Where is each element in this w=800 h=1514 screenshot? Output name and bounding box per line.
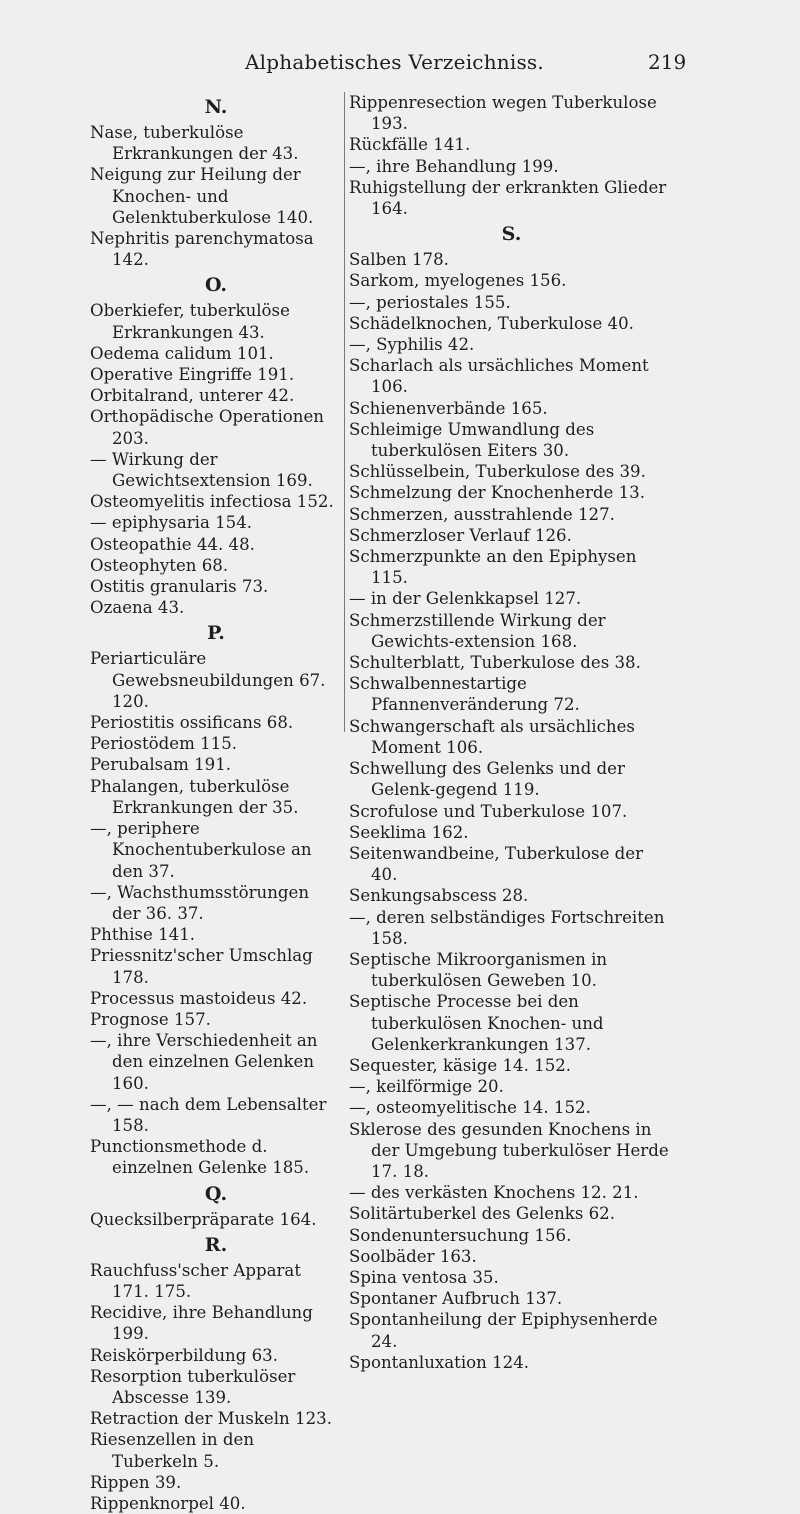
index-entry: Schmerzpunkte an den Epiphysen 115.: [349, 547, 637, 588]
index-entry: —, ihre Behandlung 199.: [349, 156, 559, 176]
section-letter: Q.: [204, 1182, 228, 1205]
index-entry: Ostitis granularis 73.: [90, 577, 269, 597]
index-entry: Orbitalrand, unterer 42.: [90, 386, 295, 406]
index-entry: Schädelknochen, Tuberkulose 40.: [349, 313, 634, 333]
index-entry: Orthopädische Operationen 203.: [90, 407, 324, 448]
section-letter: P.: [207, 622, 225, 645]
index-entry: Spontanheilung der Epiphysenherde 24.: [349, 1310, 658, 1351]
index-entry: —, deren selbständiges Fortschreiten 158.: [349, 907, 665, 948]
index-entry: Seeklima 162.: [349, 822, 469, 842]
index-entry: Resorption tuberkulöser Abscesse 139.: [90, 1366, 296, 1407]
index-entry: Scharlach als ursächliches Moment 106.: [349, 356, 649, 397]
index-entry: Schmelzung der Knochenherde 13.: [349, 483, 645, 503]
index-entry: Punctionsmethode d. einzelnen Gelenke 185.: [90, 1137, 310, 1178]
index-entry: Schmerzstillende Wirkung der Gewichts-extension 168.: [349, 610, 606, 651]
index-entry: Oedema calidum 101.: [90, 343, 274, 363]
index-entry: Schwellung des Gelenks und der Gelenk-gegend 119.: [349, 759, 625, 800]
index-entry: Neigung zur Heilung der Knochen- und Gelenktuberkulose 140.: [90, 165, 314, 227]
index-entry: —, periostales 155.: [349, 292, 511, 312]
index-entry: Osteomyelitis infectiosa 152.: [90, 492, 334, 512]
index-entry: —, keilförmige 20.: [349, 1077, 504, 1097]
section-letter: R.: [204, 1233, 228, 1256]
index-entry: Quecksilberpräparate 164.: [90, 1209, 317, 1229]
index-entry: Sequester, käsige 14. 152.: [349, 1055, 572, 1075]
index-column-right: [349, 92, 674, 1373]
index-entry: Schleimige Umwandlung des tuberkulösen Eiters 30.: [349, 419, 595, 461]
index-entry: Schienenverbände 165.: [349, 398, 548, 418]
section-letter: S.: [501, 223, 522, 246]
index-entry: Priessnitz'scher Umschlag 178.: [90, 946, 313, 987]
page-header: [0, 50, 800, 80]
index-entry: —, Wachsthumsstörungen der 36. 37.: [90, 882, 310, 923]
index-entry: Sondenuntersuchung 156.: [349, 1225, 572, 1245]
index-entry: Osteopathie 44. 48.: [90, 534, 255, 554]
index-entry: Soolbäder 163.: [349, 1246, 477, 1266]
index-entry: Phthise 141.: [90, 925, 196, 945]
index-entry: Solitärtuberkel des Gelenks 62.: [349, 1204, 616, 1224]
index-entry: Sklerose des gesunden Knochens in der Umgebung tuberkulöser Herde 17. 18.: [349, 1119, 669, 1181]
index-entry: Rippen 39.: [90, 1472, 182, 1492]
index-entry: Ozaena 43.: [90, 598, 185, 618]
index-entry: Schlüsselbein, Tuberkulose des 39.: [349, 462, 646, 482]
index-entry: —, periphere Knochentuberkulose an den 37.: [90, 819, 312, 881]
index-entry: Phalangen, tuberkulöse Erkrankungen der 35.: [90, 776, 299, 817]
index-entry: — des verkästen Knochens 12. 21.: [349, 1183, 639, 1203]
index-entry: Scrofulose und Tuberkulose 107.: [349, 801, 628, 821]
index-entry: Periostitis ossificans 68.: [90, 713, 294, 733]
index-entry: —, osteomyelitische 14. 152.: [349, 1098, 591, 1118]
index-entry: Spina ventosa 35.: [349, 1267, 499, 1287]
section-letter: O.: [204, 274, 228, 297]
index-entry: Schmerzloser Verlauf 126.: [349, 525, 572, 545]
index-entry: Oberkiefer, tuberkulöse Erkrankungen 43.: [90, 301, 290, 342]
index-entry: —, ihre Verschiedenheit an den einzelnen Gelenken 160.: [90, 1031, 318, 1093]
index-entry: —, Syphilis 42.: [349, 335, 475, 355]
index-entry: — Wirkung der Gewichtsextension 169.: [90, 449, 313, 491]
index-entry: Periarticuläre Gewebsneubildungen 67. 120.: [90, 649, 326, 711]
index-entry: — in der Gelenkkapsel 127.: [349, 589, 582, 609]
index-entry: Reiskörperbildung 63.: [90, 1345, 279, 1365]
index-entry: Nase, tuberkulöse Erkrankungen der 43.: [90, 123, 299, 164]
index-entry: Seitenwandbeine, Tuberkulose der 40.: [349, 843, 644, 885]
running-title: Alphabetisches Verzeichniss.: [245, 50, 544, 74]
index-entry: Periostödem 115.: [90, 734, 238, 754]
page-number: 219: [648, 50, 687, 74]
index-entry: Rippenresection wegen Tuberkulose 193.: [349, 93, 657, 134]
index-entry: Rückfälle 141.: [349, 135, 471, 155]
index-entry: — epiphysaria 154.: [90, 513, 253, 533]
index-entry: Spontaner Aufbruch 137.: [349, 1289, 563, 1309]
index-entry: Senkungsabscess 28.: [349, 886, 529, 906]
index-entry: Nephritis parenchymatosa 142.: [90, 229, 314, 270]
index-entry: Prognose 157.: [90, 1009, 211, 1029]
index-entry: Sarkom, myelogenes 156.: [349, 271, 567, 291]
index-entry: Schwalbennestartige Pfannenveränderung 72.: [349, 674, 580, 715]
index-entry: Spontanluxation 124.: [349, 1352, 530, 1372]
index-entry: Rippenknorpel 40.: [90, 1493, 246, 1513]
index-entry: Operative Eingriffe 191.: [90, 365, 295, 385]
index-column-left: [90, 92, 342, 1514]
index-entry: Processus mastoideus 42.: [90, 988, 308, 1008]
section-letter: N.: [204, 96, 228, 118]
index-entry: Salben 178.: [349, 250, 449, 270]
index-entry: Schmerzen, ausstrahlende 127.: [349, 504, 615, 524]
column-divider: [344, 92, 345, 732]
index-entry: Recidive, ihre Behandlung 199.: [90, 1303, 313, 1344]
index-entry: Ruhigstellung der erkrankten Glieder 164.: [349, 177, 667, 219]
index-entry: Schulterblatt, Tuberkulose des 38.: [349, 653, 641, 673]
index-entry: Perubalsam 191.: [90, 755, 232, 775]
index-entry: Schwangerschaft als ursächliches Moment 106.: [349, 716, 635, 757]
index-entry: Retraction der Muskeln 123.: [90, 1409, 332, 1429]
index-entry: Osteophyten 68.: [90, 555, 229, 575]
index-entry: Rauchfuss'scher Apparat 171. 175.: [90, 1260, 301, 1301]
index-entry: —, — nach dem Lebensalter 158.: [90, 1094, 327, 1135]
index-entry: Septische Processe bei den tuberkulösen Knochen- und Gelenkerkrankungen 137.: [349, 992, 604, 1054]
index-entry: Riesenzellen in den Tuberkeln 5.: [90, 1430, 255, 1471]
index-entry: Septische Mikroorganismen in tuberkulösen Geweben 10.: [349, 949, 608, 991]
